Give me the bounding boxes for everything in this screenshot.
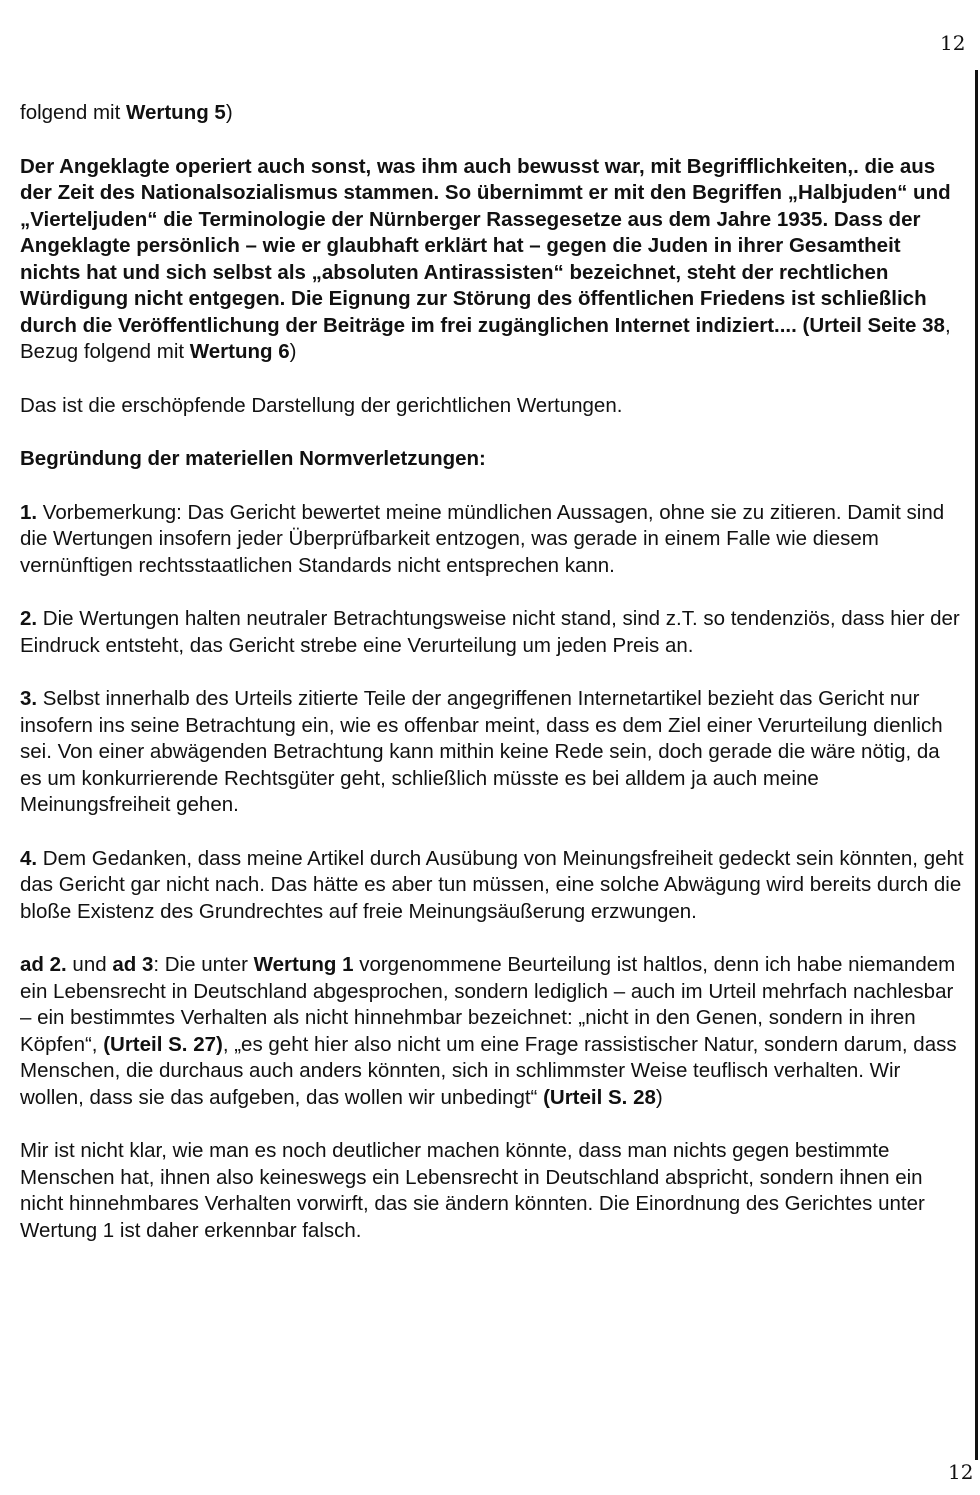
bold-reference: (Urteil Seite 38 bbox=[802, 313, 945, 337]
item-text: Dem Gedanken, dass meine Artikel durch Ausübung von Meinungsfreiheit gedeckt sein könnten, geht das Gericht gar nicht nach. Das hätte es aber tun müssen, eine solche Abwägung wird bereits durch die bloße Existenz des Grundrechtes auf freie Meinungsäußerung erzwungen. bbox=[20, 846, 964, 923]
page-number-bottom: 12 bbox=[948, 1460, 974, 1484]
list-item-2 bbox=[20, 606, 964, 659]
paragraph-ad-2-3 bbox=[20, 952, 964, 1111]
list-item-1 bbox=[20, 500, 964, 580]
bold-reference: ad 2. bbox=[20, 953, 67, 976]
text: , „es geht hier also nicht um eine Frage rassistischer Natur, sondern darum, dass Menschen, die durchaus auch anders könnten, sich in schlimmster Weise teuflisch verhalten. Wir wollen, dass sie das aufgeben, das wollen wir unbedingt“ bbox=[20, 1032, 957, 1109]
list-item-3 bbox=[20, 686, 964, 819]
bold-reference: Wertung 1 bbox=[253, 953, 354, 976]
item-number: 3. bbox=[20, 687, 38, 710]
text: folgend mit bbox=[20, 101, 126, 124]
text: vorgenommene Beurteilung ist haltlos, denn ich habe niemandem ein Lebensrecht in Deutschland abgesprochen, sondern lediglich – auch im Urteil mehrfach nachlesbar – ein bestimmtes Verhalten als nicht hinnehmbar bezeichnet: „nicht in den Genen, sondern in ihren Köpfen“, bbox=[20, 953, 956, 1056]
text: und bbox=[66, 953, 113, 976]
page-edge-rule bbox=[975, 70, 978, 1460]
quoted-judgment-text: Der Angeklagte operiert auch sonst, was ihm auch bewusst war, mit Begrifflichkeiten,. die aus der Zeit des Nationalsozialismus stammen. So übernimmt er mit den Begriffen „Halbjuden“ und „Vierteljuden“ die Terminologie der Nürnberger Rassegesetze aus dem Jahre 1935. Dass der Angeklagte persönlich – wie er glaubhaft erklärt hat – gegen die Juden in ihrer Gesamtheit nichts hat und sich selbst als „absoluten Antirassisten“ bezeichnet, steht der rechtlichen Würdigung nicht entgegen. Die Eignung zur Störung des öffentlichen Friedens ist schließlich durch die Veröffentlichung der Beiträge im frei zugänglichen Internet indiziert.... bbox=[20, 154, 951, 337]
text: : Die unter bbox=[153, 953, 254, 976]
item-text: Selbst innerhalb des Urteils zitierte Teile der angegriffenen Internetartikel bezieht das Gericht nur insofern ins seine Betrachtung ein, wie es offenbar meint, dass es dem Ziel einer Verurteilung dienlich sei. Von einer abwägenden Betrachtung kann mithin keine Rede sein, doch gerade die wäre nötig, da es um konkurrierende Rechtsgüter geht, schließlich müsste es bei alldem ja auch meine Meinungsfreiheit gehen. bbox=[20, 687, 943, 816]
item-number: 2. bbox=[20, 607, 38, 630]
item-number: 1. bbox=[20, 500, 38, 524]
item-number: 4. bbox=[20, 846, 38, 870]
paragraph-urteil-quote bbox=[20, 154, 964, 366]
list-item-4 bbox=[20, 846, 964, 926]
paragraph-conclusion: Mir ist nicht klar, wie man es noch deutlicher machen könnte, dass man nichts gegen bestimmte Menschen hat, ihnen also keineswegs ein Lebensrecht in Deutschland abspricht, sondern ihnen ein nicht hinnehmbares Verhalten vorwirft, das sie ändern könnten. Die Einordnung des Gerichtes unter Wertung 1 ist daher erkennbar falsch. bbox=[20, 1139, 925, 1242]
text: ) bbox=[225, 101, 233, 124]
document-body bbox=[20, 100, 964, 1271]
bold-reference: Wertung 6 bbox=[189, 340, 290, 363]
text: ) bbox=[655, 1085, 663, 1109]
text: , Bezug folgend mit bbox=[20, 313, 951, 363]
bold-reference: Wertung 5 bbox=[125, 101, 226, 124]
paragraph-folgend bbox=[20, 100, 964, 127]
bold-reference: (Urteil S. 27) bbox=[103, 1032, 223, 1056]
bold-reference: ad 3 bbox=[112, 953, 154, 976]
bold-reference: (Urteil S. 28 bbox=[543, 1085, 656, 1109]
item-text: Die Wertungen halten neutraler Betrachtungsweise nicht stand, sind z.T. so tendenziös, dass hier der Eindruck entsteht, das Gericht strebe eine Verurteilung um jeden Preis an. bbox=[20, 607, 960, 657]
section-heading: Begründung der materiellen Normverletzungen: bbox=[20, 447, 486, 470]
page-number-top: 12 bbox=[940, 31, 966, 55]
item-text: Vorbemerkung: Das Gericht bewertet meine mündlichen Aussagen, ohne sie zu zitieren. Damit sind die Wertungen insofern jeder Überprüfbarkeit entzogen, was gerade in einem Falle wie diesem vernünftigen rechtsstaatlichen Standards nicht entsprechen kann. bbox=[20, 500, 945, 577]
paragraph-summary: Das ist die erschöpfende Darstellung der gerichtlichen Wertungen. bbox=[20, 393, 623, 417]
text: ) bbox=[289, 340, 297, 363]
